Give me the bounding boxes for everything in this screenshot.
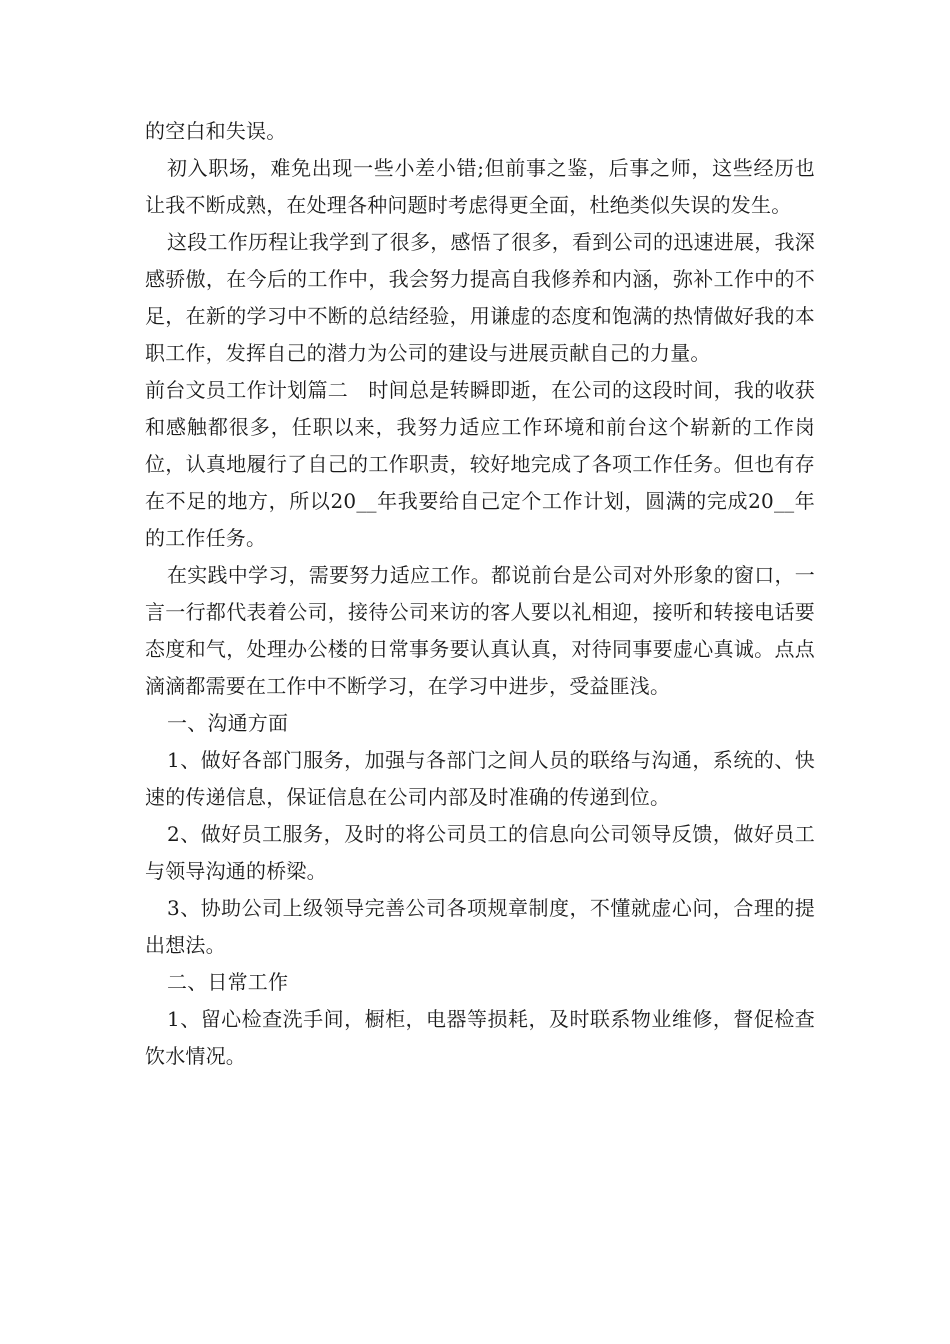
- paragraph-learning-in-practice: 在实践中学习，需要努力适应工作。都说前台是公司对外形象的窗口，一言一行都代表着公司，接待公司来访的客人要以礼相迎，接听和转接电话要态度和气，处理办公楼的日常事务要认真认真，对待同事要虚心真诚。点点滴滴都需要在工作中不断学习，在学习中进步，受益匪浅。: [145, 563, 815, 698]
- section-heading-communication: 一、沟通方面: [167, 711, 289, 735]
- paragraph-plan-two-intro: 前台文员工作计划篇二 时间总是转瞬即逝，在公司的这段时间，我的收获和感触都很多，任职以来，我努力适应工作环境和前台这个崭新的工作岗位，认真地履行了自己的工作职责，较好地完成了各项工作任务。但也有存在不足的地方，所以20__年我要给自己定个工作计划，圆满的完成20__年的工作任务。: [145, 378, 815, 550]
- paragraph-workplace-mistakes: 初入职场，难免出现一些小差小错;但前事之鉴，后事之师，这些经历也让我不断成熟，在处理各种问题时考虑得更全面，杜绝类似失误的发生。: [145, 156, 815, 217]
- document-body: [145, 113, 815, 1075]
- paragraph-continuation: 的空白和失误。: [145, 119, 287, 143]
- section-heading-daily-work: 二、日常工作: [167, 970, 289, 994]
- paragraph-work-experience: 这段工作历程让我学到了很多，感悟了很多，看到公司的迅速进展，我深感骄傲，在今后的工作中，我会努力提高自我修养和内涵，弥补工作中的不足，在新的学习中不断的总结经验，用谦虚的态度和饱满的热情做好我的本职工作，发挥自己的潜力为公司的建设与进展贡献自己的力量。: [145, 230, 815, 365]
- list-item-communication-1: 1、做好各部门服务，加强与各部门之间人员的联络与沟通，系统的、快速的传递信息，保证信息在公司内部及时准确的传递到位。: [145, 748, 815, 809]
- list-item-daily-work-1: 1、留心检查洗手间，橱柜，电器等损耗，及时联系物业维修，督促检查饮水情况。: [145, 1007, 815, 1068]
- list-item-communication-3: 3、协助公司上级领导完善公司各项规章制度，不懂就虚心问，合理的提出想法。: [145, 896, 815, 957]
- list-item-communication-2: 2、做好员工服务，及时的将公司员工的信息向公司领导反馈，做好员工与领导沟通的桥梁。: [145, 822, 815, 883]
